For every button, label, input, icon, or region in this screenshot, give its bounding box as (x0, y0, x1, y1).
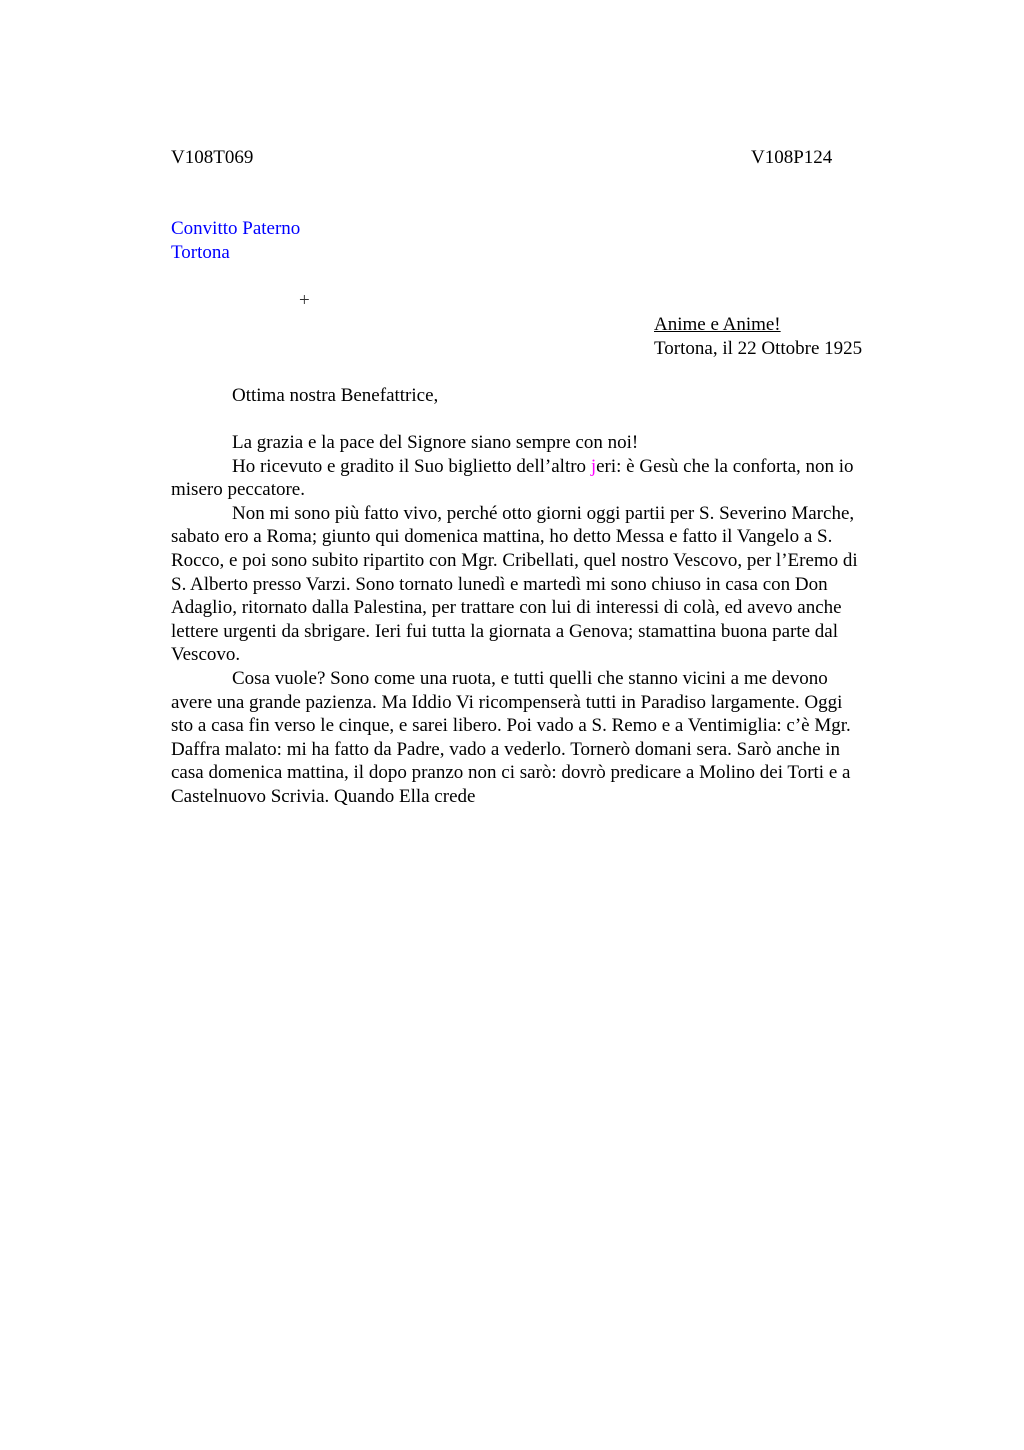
sender-city: Tortona (171, 242, 230, 263)
document-code-left: V108T069 (171, 147, 254, 168)
sender-name: Convitto Paterno (171, 218, 301, 239)
paragraph-3-line: Cosa vuole? Sono come una ruota, e tutti quelli che stanno vicini a me devono (232, 667, 828, 689)
motto: Anime e Anime! (654, 314, 781, 335)
place-date: Tortona, il 22 Ottobre 1925 (654, 338, 863, 359)
highlighted-letter: j (590, 455, 597, 477)
paragraph-3-line: casa domenica mattina, il dopo pranzo non ci sarò: dovrò predicare a Molino dei Torti e a (171, 762, 851, 784)
paragraph-2-line: sabato ero a Roma; giunto qui domenica mattina, ho detto Messa e fatto il Vangelo a S. (171, 526, 833, 548)
paragraph-2-line: Non mi sono più fatto vivo, perché otto giorni oggi partii per S. Severino Marche, (232, 502, 855, 524)
paragraph-2-line: Rocco, e poi sono subito ripartito con Mgr. Cribellati, quel nostro Vescovo, per l’Eremo di (171, 549, 858, 571)
paragraph-2-line: Adaglio, ritornato dalla Palestina, per trattare con lui di interessi di colà, ed avevo anche (171, 597, 842, 619)
cross-symbol: + (299, 290, 310, 311)
paragraph-3-line: Castelnuovo Scrivia. Quando Ella crede (171, 785, 476, 807)
paragraph-3-line: avere una grande pazienza. Ma Iddio Vi ricompenserà tutti in Paradiso largamente. Oggi (171, 691, 843, 713)
paragraph-2-line: S. Alberto presso Varzi. Sono tornato lunedì e martedì mi sono chiuso in casa con Don (171, 573, 828, 595)
salutation: Ottima nostra Benefattrice, (232, 385, 439, 406)
paragraph-2-line: lettere urgenti da sbrigare. Ieri fui tutta la giornata a Genova; stamattina buona parte dal (171, 620, 839, 642)
greeting-line: La grazia e la pace del Signore siano sempre con noi! (232, 432, 639, 453)
document-code-right: V108P124 (751, 147, 833, 168)
paragraph-3-line: Daffra malato: mi ha fatto da Padre, vado a vederlo. Tornerò domani sera. Sarò anche in (171, 738, 841, 760)
paragraph-1-line: misero peccatore. (171, 479, 305, 501)
paragraph-1-line: Ho ricevuto e gradito il Suo biglietto dell’altro jeri: è Gesù che la conforta, non io (232, 455, 854, 477)
paragraph-2-line: Vescovo. (171, 644, 241, 666)
letter-body (171, 431, 931, 809)
paragraph-3-line: sto a casa fin verso le cinque, e sarei libero. Poi vado a S. Remo e a Ventimiglia: c’è Mgr. (171, 715, 851, 737)
